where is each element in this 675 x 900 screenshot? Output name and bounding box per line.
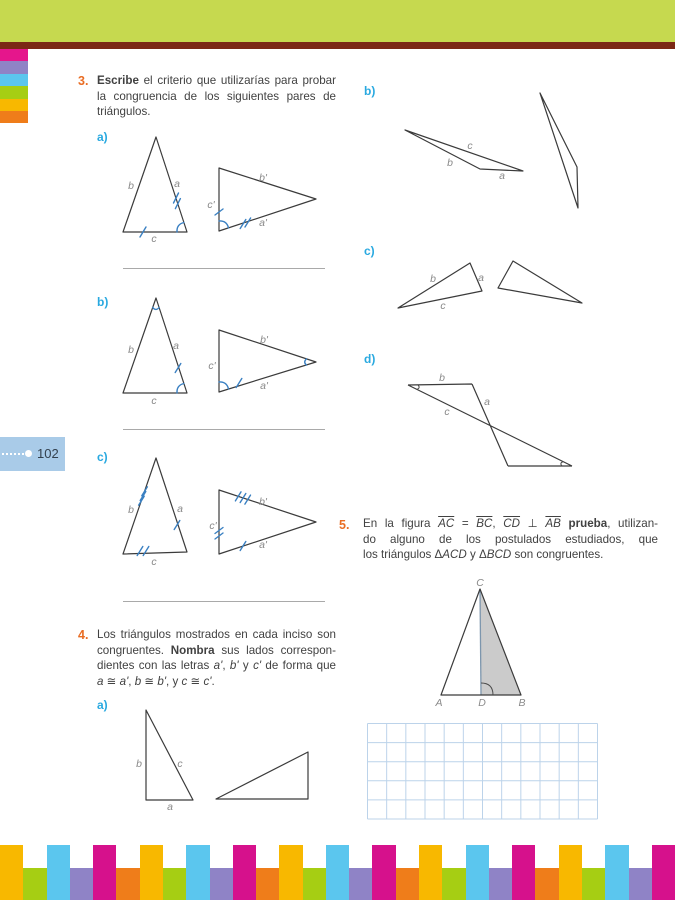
side-label-b: b — [136, 758, 142, 770]
sidebar-tabs — [0, 49, 28, 123]
exercise3-item-c-label: c) — [97, 450, 108, 464]
sidebar-tab-5 — [0, 111, 28, 123]
footer-block — [442, 868, 465, 900]
vertex-label-D: D — [478, 697, 486, 709]
side-label-b-prime: b' — [260, 334, 268, 346]
footer-block — [512, 845, 535, 900]
footer-block — [629, 868, 652, 900]
dotted-line — [2, 453, 24, 455]
vertex-label-A: A — [435, 697, 443, 709]
footer-block — [140, 845, 163, 900]
exercise5-number: 5. — [339, 518, 350, 532]
footer-block — [279, 845, 302, 900]
side-label-c: c — [151, 556, 157, 568]
side-label-c: c — [440, 300, 446, 312]
footer-block — [23, 868, 46, 900]
answer-line — [123, 268, 325, 269]
side-label-a: a — [177, 503, 183, 515]
exercise3-item-b-label: b) — [97, 295, 109, 309]
page-number-tab — [0, 437, 65, 471]
footer-block — [47, 845, 70, 900]
figure-right-b — [395, 88, 590, 213]
side-label-b: b — [128, 344, 134, 356]
sidebar-tab-3 — [0, 86, 28, 98]
answer-grid — [367, 723, 599, 820]
right-item-d-label: d) — [364, 352, 376, 366]
text-line: la congruencia de los siguientes pares de — [97, 89, 336, 103]
header-bar — [0, 0, 675, 42]
side-label-c: c — [467, 140, 473, 152]
exercise4-text — [97, 627, 336, 689]
footer-block — [93, 845, 116, 900]
exercise5-text — [363, 516, 658, 563]
text-line: dientes con las letras a', b' y c' de forma que — [97, 659, 336, 672]
side-label-b-prime: b' — [259, 172, 267, 184]
dot-icon — [25, 450, 32, 457]
exercise3-text — [97, 73, 336, 120]
side-label-a: a — [499, 170, 505, 182]
side-label-b: b — [430, 273, 436, 285]
side-label-b: b — [439, 372, 445, 384]
vertex-label-C: C — [476, 578, 484, 589]
side-label-c: c — [151, 233, 157, 245]
figure-3b — [110, 290, 330, 405]
right-item-b-label: b) — [364, 84, 376, 98]
side-label-a-prime: a' — [260, 380, 268, 392]
footer-block — [582, 868, 605, 900]
side-label-c: c — [177, 758, 183, 770]
sidebar-tab-0 — [0, 49, 28, 61]
right-item-c-label: c) — [364, 244, 375, 258]
side-label-a: a — [167, 801, 173, 812]
side-label-a-prime: a' — [259, 539, 267, 551]
side-label-c: c — [151, 395, 157, 405]
sidebar-tab-2 — [0, 74, 28, 86]
side-label-b: b — [447, 157, 453, 169]
figure-3a — [110, 125, 330, 245]
answer-line — [123, 429, 325, 430]
side-label-a: a — [478, 272, 484, 284]
text-line: los triángulos ΔACD y ΔBCD son congruentes. — [363, 548, 604, 561]
footer-block — [326, 845, 349, 900]
footer-block — [466, 845, 489, 900]
side-label-c-prime: c' — [209, 520, 217, 532]
exercise4-item-a-label: a) — [97, 698, 108, 712]
vertex-label-B: B — [518, 697, 526, 709]
text-line: Escribe el criterio que utilizarías para probar — [97, 74, 336, 87]
side-label-a-prime: a' — [259, 217, 267, 229]
exercise4-number: 4. — [78, 628, 89, 642]
footer-block — [535, 868, 558, 900]
side-label-a: a — [174, 178, 180, 190]
footer-block — [210, 868, 233, 900]
figure-5 — [420, 578, 540, 710]
footer-block — [70, 868, 93, 900]
text-line: a ≅ a', b ≅ b', y c ≅ c'. — [97, 674, 215, 688]
footer-block — [256, 868, 279, 900]
footer-block — [372, 845, 395, 900]
side-label-c: c — [444, 406, 450, 418]
footer-block — [349, 868, 372, 900]
text-line: Los triángulos mostrados en cada inciso son — [97, 628, 336, 641]
page-number: 102 — [37, 446, 59, 461]
footer-block — [0, 845, 23, 900]
footer-block — [489, 868, 512, 900]
text-line: congruentes. Nombra sus lados correspon- — [97, 643, 336, 657]
header-stripe — [0, 42, 675, 49]
footer-block — [233, 845, 256, 900]
footer-block — [116, 868, 139, 900]
exercise3-number: 3. — [78, 74, 89, 88]
sidebar-tab-4 — [0, 99, 28, 111]
footer-block — [303, 868, 326, 900]
side-label-a: a — [173, 340, 179, 352]
footer-block — [559, 845, 582, 900]
sidebar-tab-1 — [0, 61, 28, 73]
figure-4a — [110, 700, 340, 812]
footer-block — [163, 868, 186, 900]
side-label-b: b — [128, 504, 134, 516]
footer-block — [396, 868, 419, 900]
side-label-b-prime: b' — [259, 496, 267, 508]
footer-block — [419, 845, 442, 900]
figure-3c — [110, 450, 330, 575]
exercise3-item-a-label: a) — [97, 130, 108, 144]
side-label-c-prime: c' — [208, 360, 216, 372]
side-label-b: b — [128, 180, 134, 192]
text-line: triángulos. — [97, 105, 151, 118]
text-line: do alguno de los postulados estudiados, que — [363, 532, 658, 546]
figure-right-c — [390, 255, 595, 315]
answer-line — [123, 601, 325, 602]
footer-block — [186, 845, 209, 900]
footer-block — [652, 845, 675, 900]
text-line: En la figura $\overline{AC} = \overline{BC}$, $\overline{CD}$ ⊥ $\overline{AB}$ prueba, utilizan- — [363, 517, 658, 530]
side-label-a: a — [484, 396, 490, 408]
footer-block — [605, 845, 628, 900]
figure-right-d — [395, 368, 580, 473]
side-label-c-prime: c' — [207, 199, 215, 211]
